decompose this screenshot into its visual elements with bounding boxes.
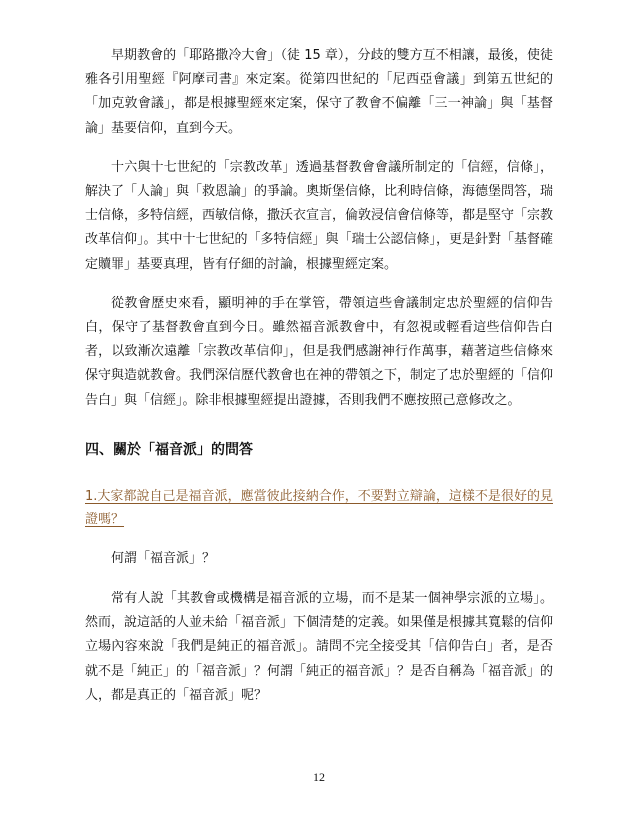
page-number: 12 — [313, 770, 325, 784]
page-content — [85, 44, 553, 708]
paragraph-church-history: 從教會歷史來看，顯明神的手在掌管，帶領這些會議制定忠於聖經的信仰告白，保守了基督教會直到今日。雖然福音派教會中，有忽視或輕看這些信仰告白者，以致漸次遠離「宗教改革信仰」，但是我們感謝神行作萬事，藉著這些信條來保守與造就教會。我們深信歷代教會也在神的帶領之下，制定了忠於聖經的「信仰告白」與「信經」。除非根據聖經提出證據，否則我們不應按照己意修改之。 — [85, 295, 554, 408]
question-heading: 1.大家都說自己是福音派，應當彼此接納合作，不要對立辯論，這樣不是很好的見證嗎？ — [85, 488, 553, 527]
paragraph-reformation-creeds: 十六與十七世紀的「宗教改革」透過基督教會會議所制定的「信經，信條」，解決了「人論」與「救恩論」的爭論。奧斯堡信條，比利時信條，海德堡問答，瑞士信條，多特信經，西敏信條，撒沃衣宣言，倫敦浸信會信條等，都是堅守「宗教改革信仰」。其中十七世紀的「多特信經」與「瑞士公認信條」，更是針對「基督確定贖罪」基要真理，皆有仔細的討論，根據聖經定案。 — [85, 159, 554, 272]
answer-paragraph: 常有人說「其教會或機構是福音派的立場，而不是某一個神學宗派的立場」。然而，說這話的人並未給「福音派」下個清楚的定義。如果僅是根據其寬鬆的信仰立場內容來說「我們是純正的福音派」。請問不完全接受其「信仰告白」者，是否就不是「純正」的「福音派」？何謂「純正的福音派」？是否自稱為「福音派」的人，都是真正的「福音派」呢？ — [85, 591, 554, 703]
paragraph-council-history: 早期教會的「耶路撒冷大會」（徒 15 章），分歧的雙方互不相讓，最後，使徒雅各引用聖經『阿摩司書』來定案。從第四世紀的「尼西亞會議」到第五世紀的「加克敦會議」，都是根據聖經來定案，保守了教會不偏離「三一神論」與「基督論」基要信仰，直到今天。 — [85, 48, 553, 136]
section-heading: 四、關於「福音派」的問答 — [85, 441, 253, 458]
answer-question-line: 何謂「福音派」？ — [111, 550, 216, 566]
